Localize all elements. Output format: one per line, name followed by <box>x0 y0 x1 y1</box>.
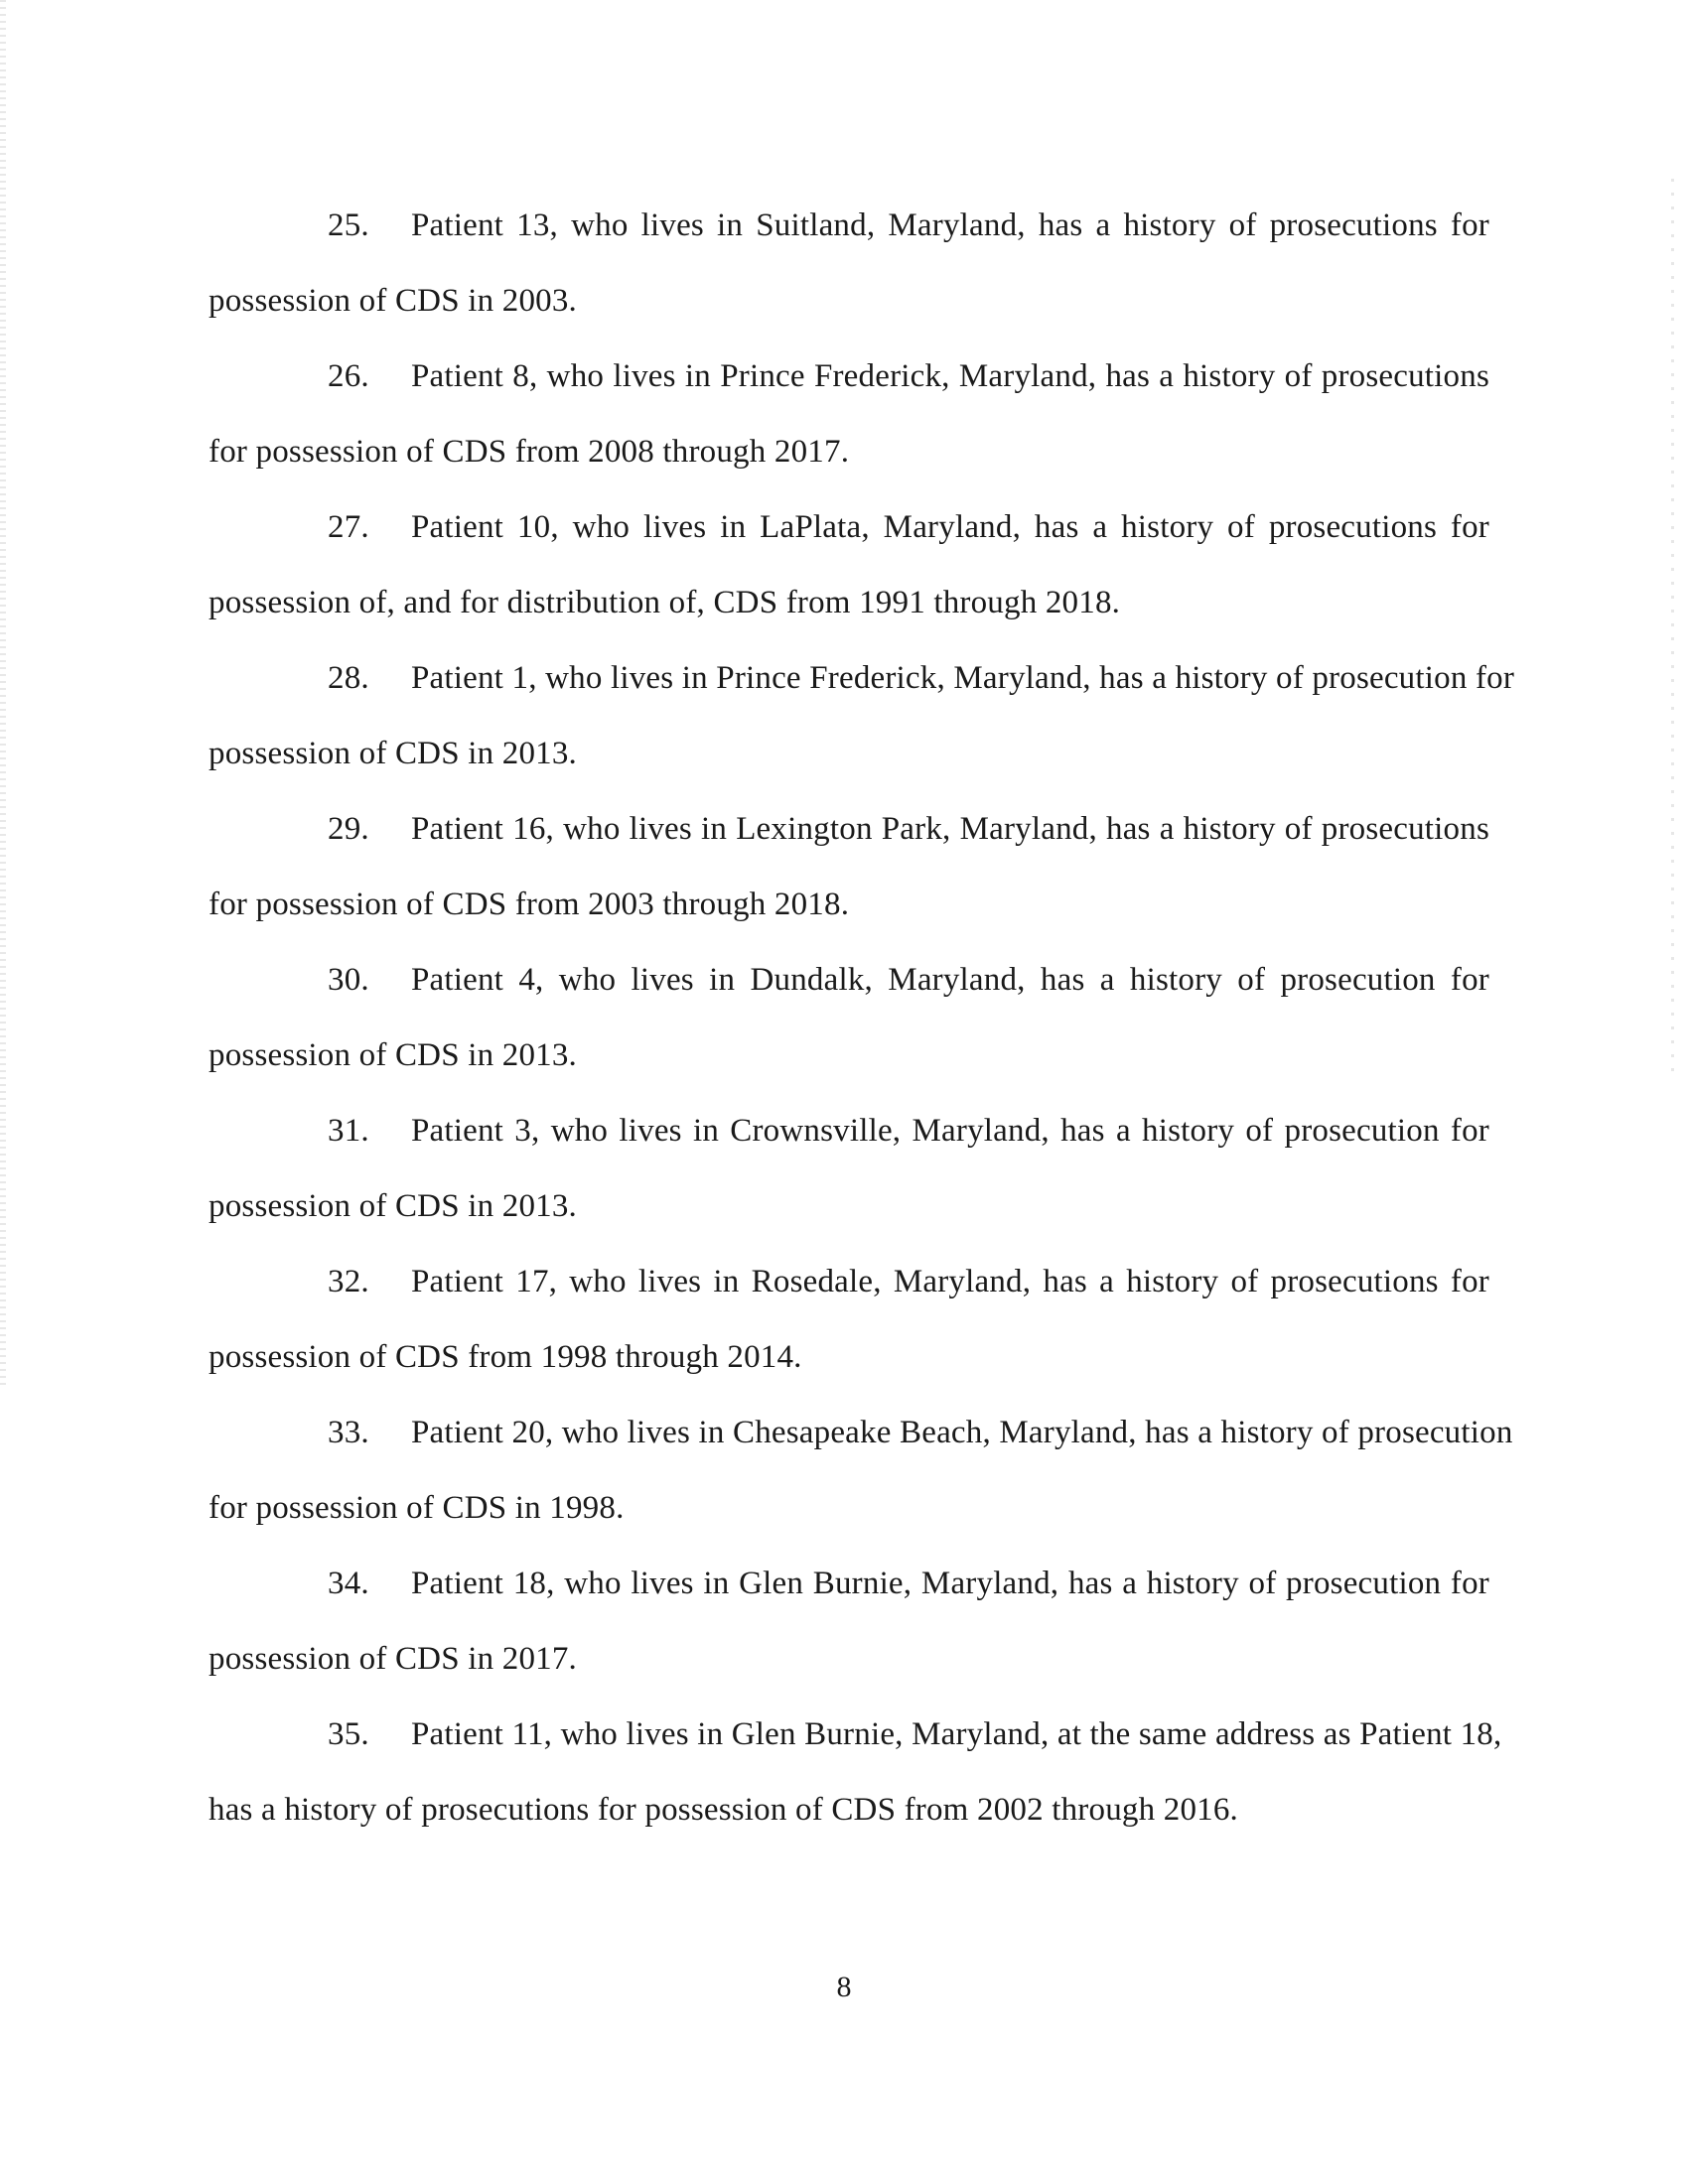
paragraph-text-line: for possession of CDS from 2008 through 2017. <box>209 434 850 470</box>
paragraph-text-line: possession of CDS in 2013. <box>209 1037 577 1073</box>
paragraph-number: 34. <box>328 1566 369 1601</box>
paragraph-number: 31. <box>328 1113 369 1149</box>
paragraph-text-line: Patient 4, who lives in Dundalk, Maryland, has a history of prosecution for <box>411 962 1489 998</box>
paragraph-text-line: possession of CDS in 2013. <box>209 1188 577 1224</box>
paragraph-34 <box>209 1559 1489 1684</box>
scan-artifact-right <box>1671 179 1674 1072</box>
paragraph-text-line: possession of CDS in 2003. <box>209 283 577 319</box>
paragraph-31 <box>209 1106 1489 1231</box>
paragraph-text-line: Patient 18, who lives in Glen Burnie, Maryland, has a history of prosecution for <box>411 1566 1489 1601</box>
paragraph-25 <box>209 201 1489 326</box>
paragraph-text-line: has a history of prosecutions for possession of CDS from 2002 through 2016. <box>209 1792 1239 1828</box>
paragraph-number: 35. <box>328 1716 369 1752</box>
paragraph-number: 25. <box>328 207 369 243</box>
paragraph-text-line: possession of CDS in 2017. <box>209 1641 577 1677</box>
paragraph-number: 28. <box>328 660 369 696</box>
paragraph-text-line: possession of CDS from 1998 through 2014. <box>209 1339 802 1375</box>
page-number: 8 <box>836 1971 852 2003</box>
paragraph-text-line: Patient 1, who lives in Prince Frederick, Maryland, has a history of prosecution for <box>411 660 1515 696</box>
paragraph-text-line: Patient 20, who lives in Chesapeake Beach, Maryland, has a history of prosecution <box>411 1415 1513 1450</box>
paragraph-text-line: Patient 10, who lives in LaPlata, Maryland, has a history of prosecutions for <box>411 509 1489 545</box>
paragraph-text-line: for possession of CDS in 1998. <box>209 1490 625 1526</box>
paragraph-text-line: possession of, and for distribution of, CDS from 1991 through 2018. <box>209 585 1121 620</box>
paragraph-32 <box>209 1257 1489 1382</box>
paragraph-29 <box>209 804 1489 929</box>
paragraph-text-line: Patient 8, who lives in Prince Frederick, Maryland, has a history of prosecutions <box>411 358 1489 394</box>
paragraph-number: 29. <box>328 811 369 847</box>
scan-artifact-left <box>0 0 6 1390</box>
paragraph-text-line: for possession of CDS from 2003 through 2018. <box>209 887 850 922</box>
paragraph-33 <box>209 1408 1513 1533</box>
paragraph-number: 27. <box>328 509 369 545</box>
paragraph-text-line: Patient 16, who lives in Lexington Park, Maryland, has a history of prosecutions <box>411 811 1489 847</box>
paragraph-text-line: Patient 3, who lives in Crownsville, Maryland, has a history of prosecution for <box>411 1113 1489 1149</box>
paragraph-text-line: possession of CDS in 2013. <box>209 736 577 771</box>
paragraph-27 <box>209 502 1489 627</box>
paragraph-number: 26. <box>328 358 369 394</box>
paragraph-35 <box>209 1709 1502 1835</box>
paragraph-26 <box>209 351 1489 477</box>
paragraph-28 <box>209 653 1515 778</box>
paragraph-text-line: Patient 13, who lives in Suitland, Maryland, has a history of prosecutions for <box>411 207 1489 243</box>
paragraph-text-line: Patient 11, who lives in Glen Burnie, Maryland, at the same address as Patient 18, <box>411 1716 1502 1752</box>
paragraph-number: 32. <box>328 1264 369 1299</box>
paragraph-30 <box>209 955 1489 1080</box>
paragraph-number: 30. <box>328 962 369 998</box>
paragraph-number: 33. <box>328 1415 369 1450</box>
paragraph-text-line: Patient 17, who lives in Rosedale, Maryland, has a history of prosecutions for <box>411 1264 1489 1299</box>
